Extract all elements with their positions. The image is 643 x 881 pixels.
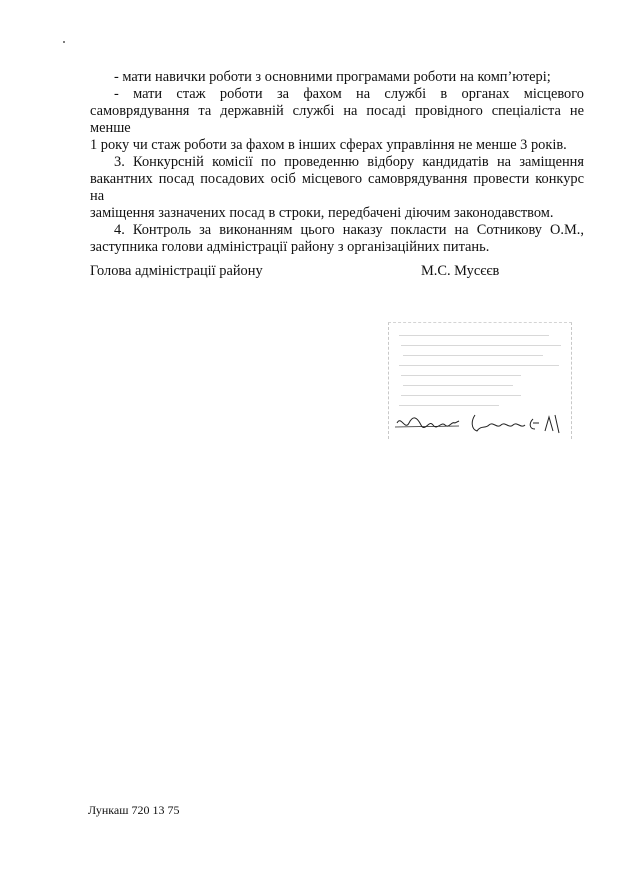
stamp-text-line xyxy=(401,345,561,346)
stamp-text-line xyxy=(399,365,559,366)
item-3-line-3: заміщення зазначених посад в строки, передбачені діючим законодавством. xyxy=(90,205,554,221)
stamp-text-line xyxy=(401,375,521,376)
stamp-text-line xyxy=(399,335,549,336)
signatory-name: М.С. Мусєєв xyxy=(421,263,500,279)
bullet-experience-line-3: 1 року чи стаж роботи за фахом в інших сферах управління не менше 3 років. xyxy=(90,137,567,153)
item-3-line-1: 3. Конкурсній комісії по проведенню відбору кандидатів на заміщення xyxy=(114,154,584,170)
item-4-line-2: заступника голови адміністрації району з організаційних питань. xyxy=(90,239,490,255)
approval-stamp xyxy=(388,322,572,439)
scan-speck xyxy=(63,41,65,43)
document-body xyxy=(90,69,584,256)
executor-contact: Лункаш 720 13 75 xyxy=(88,803,180,817)
bullet-experience-line-1: - мати стаж роботи за фахом на службі в органах місцевого xyxy=(114,86,584,102)
bullet-experience-line-2: самоврядування та державній службі на посаді провідного спеціаліста не менше xyxy=(90,103,584,136)
signatory-title: Голова адміністрації району xyxy=(90,263,263,279)
item-3-line-2: вакантних посад посадових осіб місцевого самоврядування провести конкурс на xyxy=(90,171,584,204)
stamp-text-line xyxy=(403,355,543,356)
handwritten-signatures xyxy=(389,411,571,439)
bullet-computer-skills: - мати навички роботи з основними програмами роботи на комп’ютері; xyxy=(114,69,551,85)
stamp-text-line xyxy=(399,405,499,406)
stamp-text-line xyxy=(401,395,521,396)
stamp-text-line xyxy=(403,385,513,386)
item-4-line-1: 4. Контроль за виконанням цього наказу покласти на Сотникову О.М., xyxy=(114,222,584,238)
